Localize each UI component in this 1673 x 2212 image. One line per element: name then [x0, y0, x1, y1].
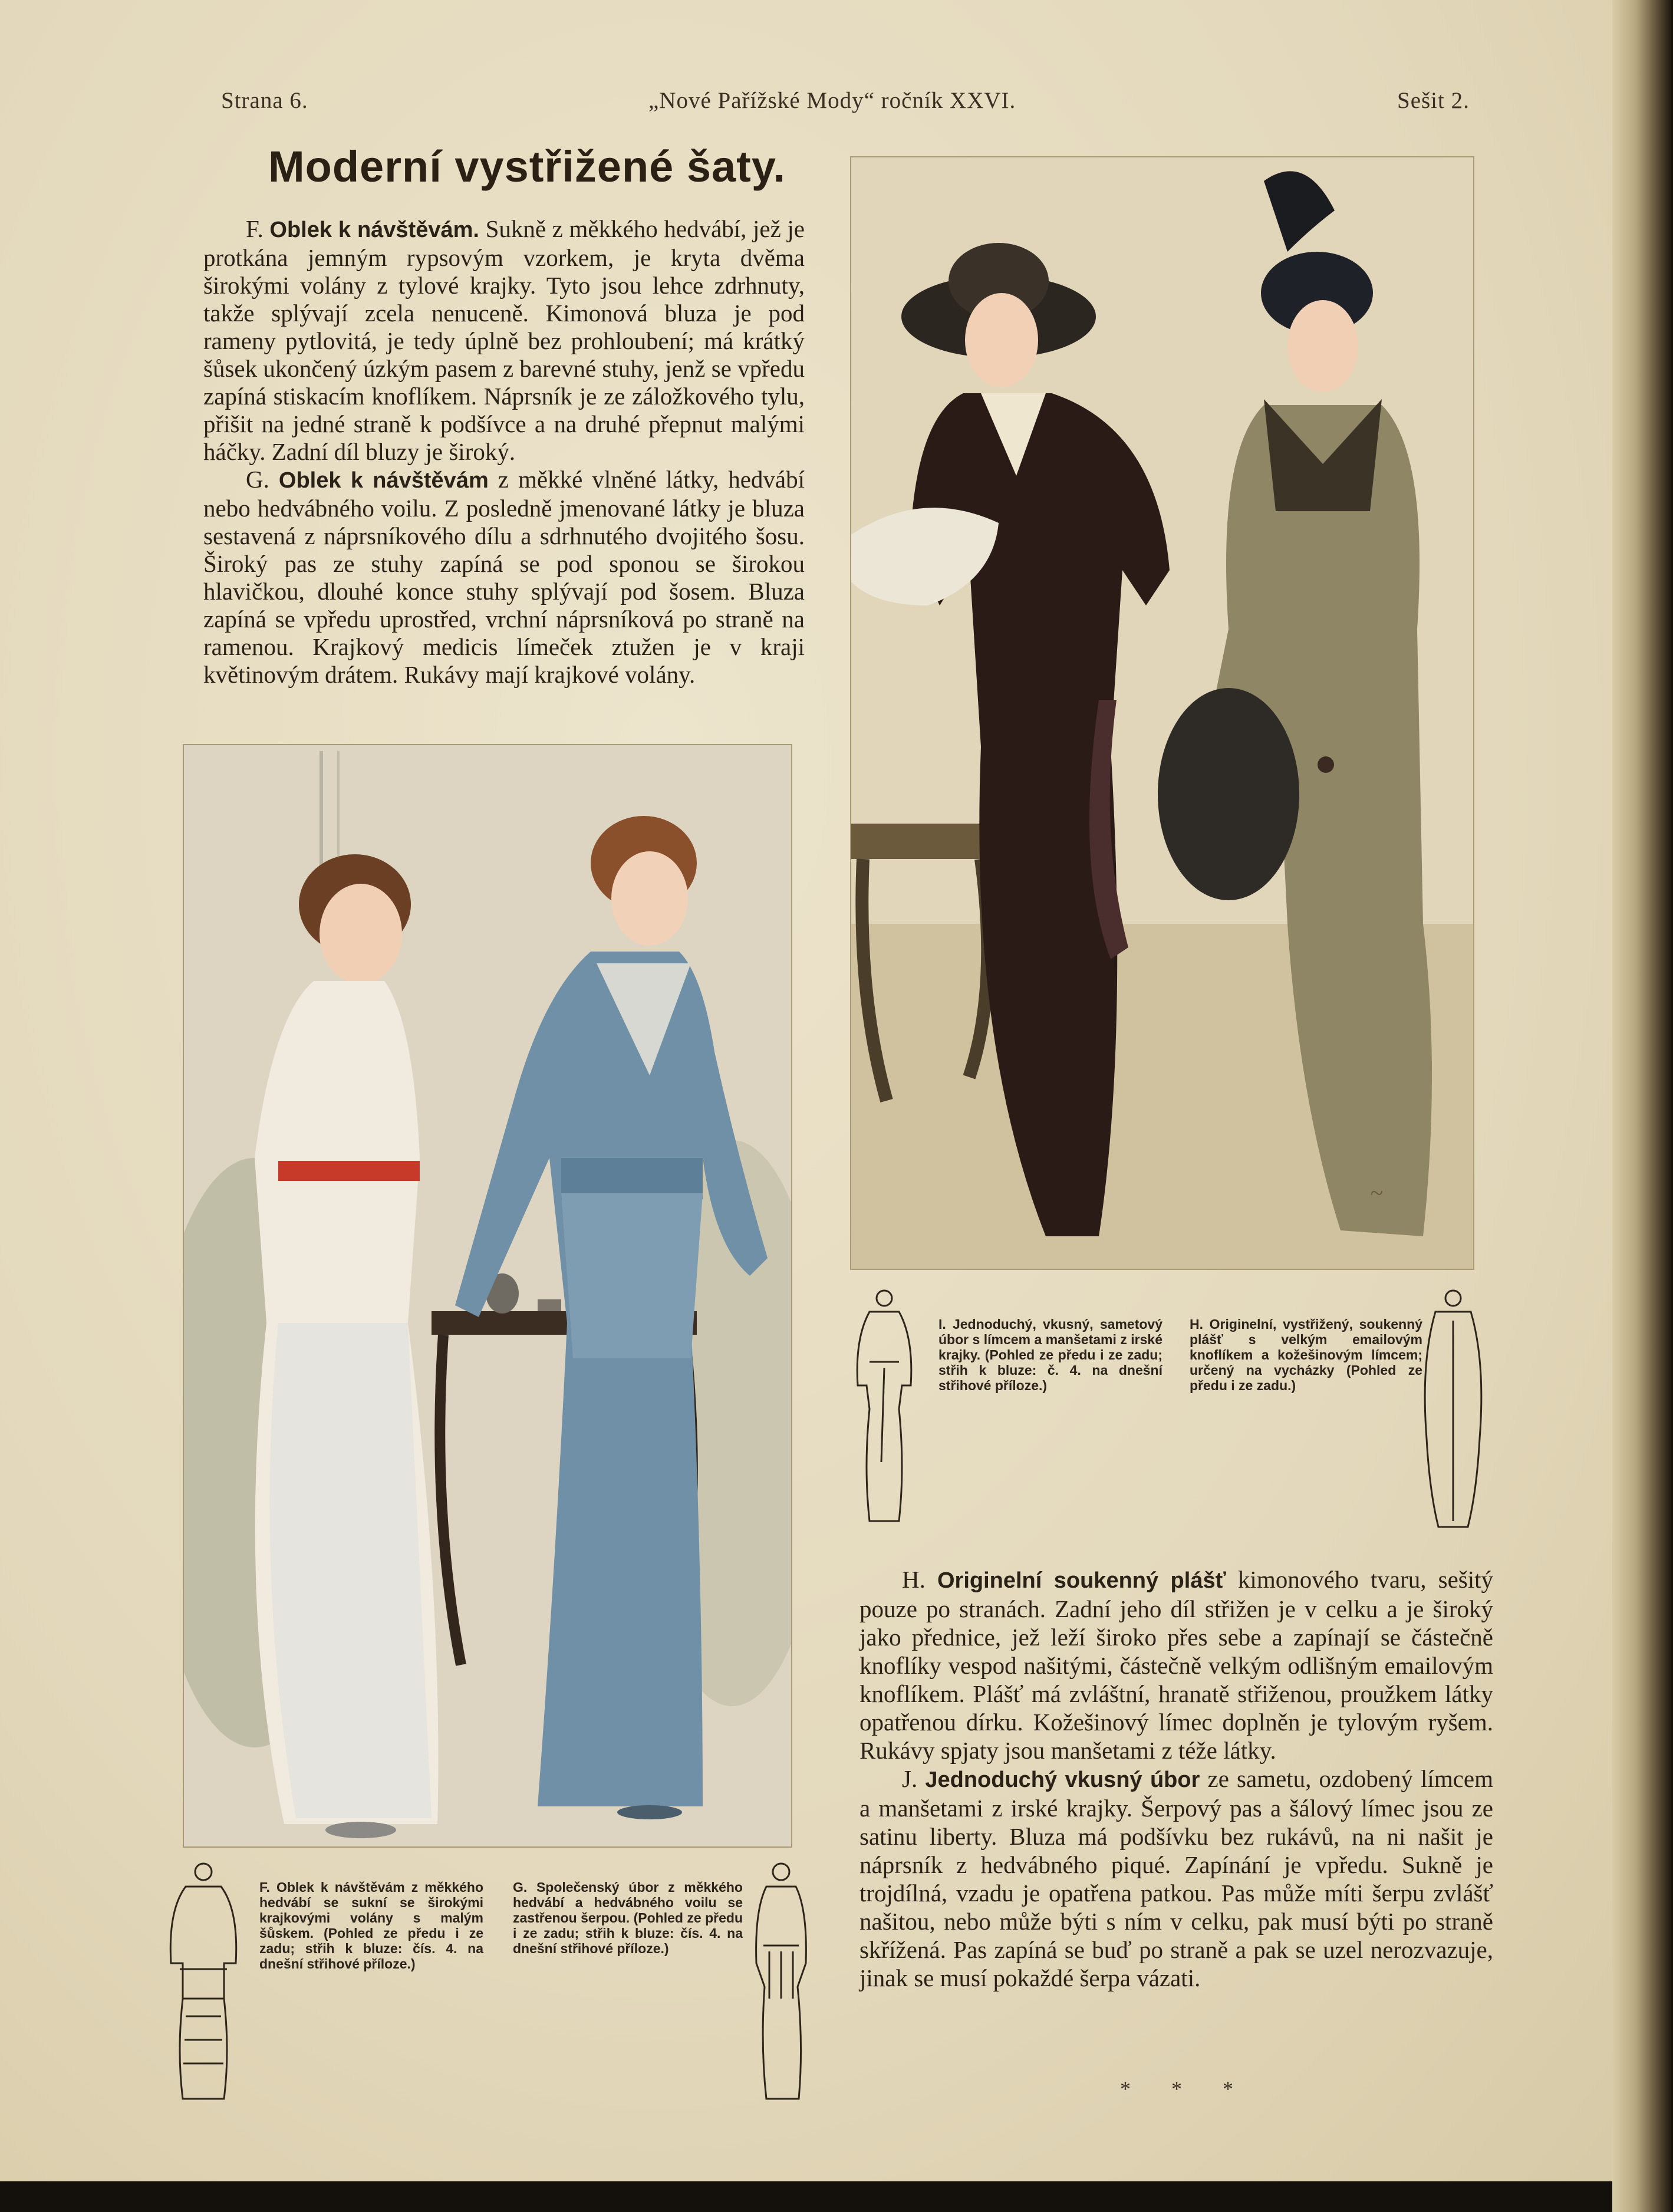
article-text-right [859, 1565, 1493, 1992]
text-j: ze sametu, ozdobený límcem a manšetami z irské krajky. Šerpový pas a šálový límec jsou ze satinu liberty. Bluza má podšívku bez rukávů, na ni našit je náprsník z hedvábného piqué. Zapínání je vpředu. Sukně je trojdílná, vzadu je opatřena patkou. Pas může míti šerpu zvlášť našitou, nebo může býti s ním v celku, pak musí býti po straně skřížená. Pas zapíná se buď po straně a pak se uzel nerozvazuje, jinak se musí pokaždé šerpa vázati. [859, 1765, 1494, 1992]
caption-i: I. Jednoduchý, vkusný, sametový úbor s límcem a manšetami z irské krajky. (Pohled ze předu i ze zadu; střih k bluze: č. 4. na dnešní střihové příloze.) [938, 1316, 1162, 1393]
caption-f: F. Oblek k návštěvám z měkkého hedvábí se sukní se širokými krajkovými volány s malým šůskem. (Pohled ze předu i ze zadu; střih k bluze: čís. 4. na dnešní střihové příloze.) [259, 1879, 483, 1971]
sketch-h-front-back [1418, 1285, 1488, 1533]
caption-g: G. Společenský úbor z měkkého hedvábí a hedvábného voilu se zastřenou šerpou. (Pohled ze předu i ze zadu; střih k bluze: čís. 4. na dnešní střihové příloze.) [513, 1879, 743, 1956]
article-text-left [203, 215, 805, 689]
paragraph-f [203, 215, 805, 466]
ornament-stars: * * * [1120, 2077, 1251, 2101]
page-number: Strana 6. [221, 88, 308, 113]
label-j: J. [902, 1765, 918, 1792]
fashion-plate-f-g [183, 744, 792, 1848]
binding-spine [1612, 0, 1671, 2212]
heading-j: Jednoduchý vkusný úbor [925, 1767, 1200, 1792]
illustration-two-women-fg [184, 745, 791, 1846]
sketch-f-front-back [162, 1857, 245, 2105]
heading-f: Oblek k návštěvám. [269, 218, 479, 242]
text-g: z měkké vlněné látky, hedvábí nebo hedvábného voilu. Z posledně jmenované látky je bluza sestavená z náprsníkového dílu a sdrhnutého dvojitého šosu. Široký pas ze stuhy zapíná se pod sponou se širokou hlavičkou, dlouhé konce stuhy splývají pod šosem. Bluza zapíná se vpředu uprostřed, vrchní náprsníková po straně na ramenou. Krajkový medicis límeček ztužen je v kraji květinovým drátem. Rukávy mají krajkové volány. [203, 466, 805, 688]
paragraph-j [859, 1765, 1493, 1992]
heading-g: Oblek k návštěvám [278, 468, 489, 493]
label-f: F. [246, 215, 264, 242]
sketch-g-front-back [746, 1857, 816, 2105]
text-h: kimonového tvaru, sešitý pouze po stranách. Zadní jeho díl střižen je v celku a je široký jako přednice, jež leží široko přes sebe a zapínají se částečně knoflíky vespod našitými, částečně velkým odlišným emailovým knoflíkem. Plášť má zvláštní, hranatě střiženou, proužkem látky opatřenou dírku. Kožešinový límec doplněn je tylovým ryšem. Rukávy spjaty jsou manšetami z téže látky. [859, 1566, 1494, 1764]
article-title: Moderní vystřižené šaty. [268, 142, 786, 191]
paragraph-h [859, 1565, 1493, 1765]
paragraph-g [203, 466, 805, 689]
label-h: H. [902, 1566, 926, 1593]
fashion-plate-h-i [850, 156, 1474, 1270]
label-g: G. [246, 466, 269, 493]
heading-h: Originelní soukenný plášť [937, 1568, 1226, 1593]
text-f: Sukně z měkkého hedvábí, jež je protkána jemným rypsovým vzorkem, je kryta dvěma širokými volány z tylové krajky. Tyto jsou lehce zdrhnuty, takže splývají zcela nenuceně. Kimonová bluza je pod rameny pytlovitá, je tedy úplně bez prohloubení; má krátký šůsek ukončený úzkým pasem z barevné stuhy, jenž se vpředu zapíná stiskacím knoflíkem. Náprsník je ze záložkového tylu, přišit na jedné straně k podšívce a na druhé přepnut malými háčky. Zadní díl bluzy je široký. [203, 215, 805, 465]
issue-number: Sešit 2. [1397, 88, 1470, 113]
sketch-i-front-back [849, 1285, 920, 1527]
running-title: „Nové Pařížské Mody“ ročník XXVI. [648, 88, 1016, 113]
illustration-two-women-hi [851, 157, 1473, 1269]
svg-text:~: ~ [1370, 1180, 1383, 1206]
caption-h: H. Originelní, vystřižený, soukenný plášť s velkým emailovým knoflíkem a kožešinovým límcem; určený na vycházky (Pohled ze předu i ze zadu.) [1190, 1316, 1422, 1393]
